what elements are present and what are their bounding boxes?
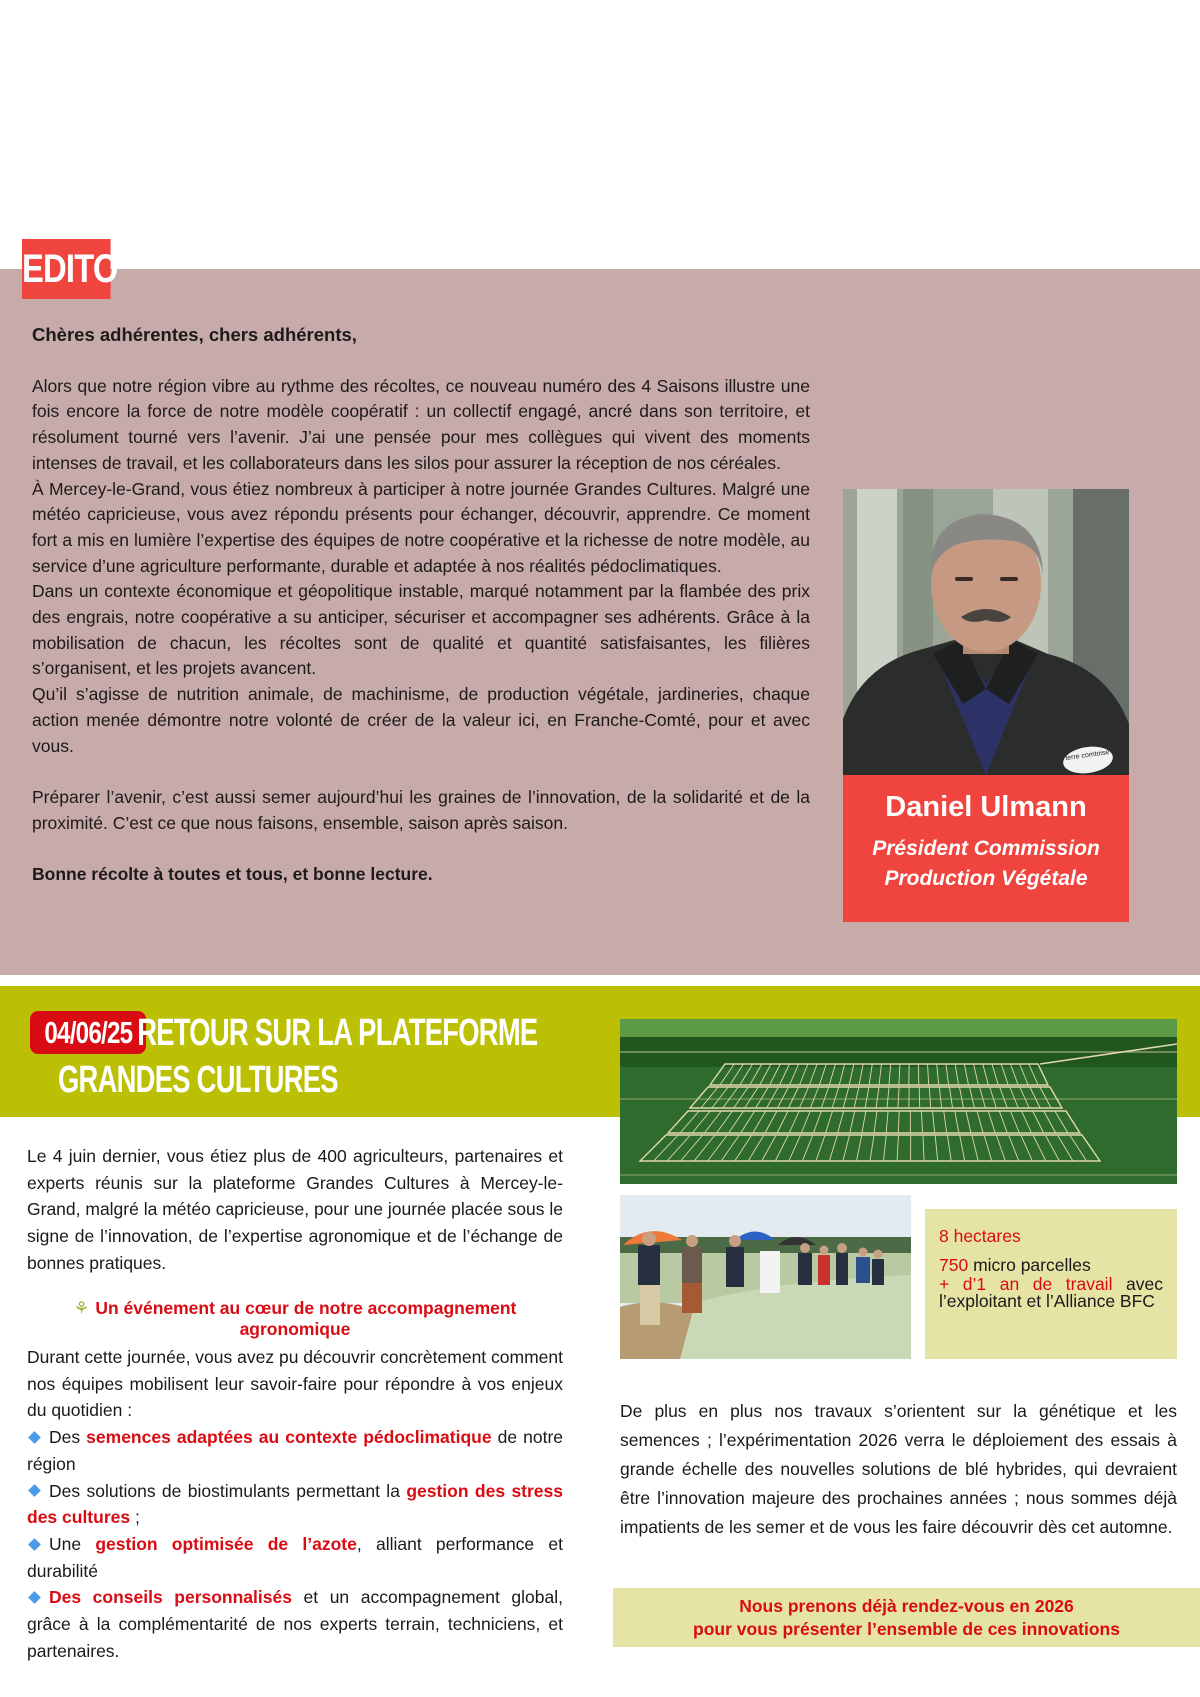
- bullet-highlight: gestion optimisée de l’azote: [95, 1533, 357, 1554]
- bullet-item: [27, 1531, 563, 1584]
- field-trial-photo: [620, 1019, 1177, 1184]
- portrait-role-line: Président Commission: [872, 837, 1100, 860]
- edito-paragraph: Dans un contexte économique et géopolitique instable, marqué notamment par la flambée des prix des engrais, notre coopérative a su anticiper, sécuriser et accompagner ses adhérents. Grâce à la mobilisation de chacun, les récoltes sont de qualité et quantité satisfaisantes, les filières s’organisent, et les projets avancent.: [32, 581, 810, 679]
- bullet-highlight: semences adaptées au contexte pédoclimatique: [86, 1427, 492, 1448]
- date-badge-text: 04/06/25: [44, 1015, 132, 1050]
- bullet-item: [27, 1584, 563, 1664]
- bullet-text: de notre région: [27, 1427, 564, 1474]
- portrait-role: [843, 834, 1129, 894]
- edito-text: [32, 322, 810, 888]
- section-body: [27, 1344, 563, 1664]
- plot-divider: [919, 1087, 920, 1108]
- bullet-highlight: Des conseils personnalisés: [49, 1587, 292, 1608]
- section-title-line: GRANDES CULTURES: [58, 1059, 338, 1101]
- edito-tag: EDITO: [22, 239, 111, 299]
- section-intro: Le 4 juin dernier, vous étiez plus de 400 agriculteurs, partenaires et experts réunis sur la plateforme Grandes Cultures à Mercey-le-Grand, malgré la météo capricieuse, pour une journée placée sous le signe de l’innovation, de l’expertise agronomique et de l’échange de bonnes pratiques.: [27, 1146, 564, 1273]
- portrait-role-line: Production Végétale: [884, 867, 1088, 890]
- diamond-bullet-icon: [28, 1485, 41, 1498]
- genetics-paragraph: De plus en plus nos travaux s’orientent sur la génétique et les semences ; l’expérimentation 2026 verra le déploiement des essais à grande échelle des nouvelles solutions de blé hybrides, qui devraient être l’innovation majeure des prochaines années ; nous sommes déjà impatients de les semer et de vous les faire découvrir dès cet automne.: [620, 1401, 1177, 1537]
- cta-line: Nous prenons déjà rendez-vous en 2026: [739, 1596, 1074, 1616]
- diamond-bullet-icon: [28, 1431, 41, 1444]
- stats-box: [925, 1209, 1177, 1359]
- field-trial-illustration: [620, 1019, 1177, 1184]
- stat-work-highlight: + d’1 an de travail: [939, 1274, 1113, 1294]
- section-title: [58, 1010, 618, 1104]
- diamond-bullet-icon: [28, 1538, 41, 1551]
- stat-parcels-value: 750: [939, 1255, 969, 1275]
- section-title-line: RETOUR SUR LA PLATEFORME: [137, 1012, 538, 1054]
- stat-work-rest: avec l’exploitant et l’Alliance BFC: [939, 1274, 1164, 1311]
- edito-paragraph: Qu’il s’agisse de nutrition animale, de machinisme, de production végétale, jardineries, chaque action menée démontre notre volonté de créer de la valeur ici, en Franche-Comté, pour et avec vous.: [32, 684, 810, 756]
- portrait-illustration: [843, 489, 1129, 775]
- bullet-text: Des solutions de biostimulants permettant la: [49, 1480, 407, 1501]
- bullet-text: Des: [49, 1427, 87, 1448]
- wheat-icon: ⚘: [73, 1298, 90, 1318]
- section-body-intro: Durant cette journée, vous avez pu découvrir concrètement comment nos équipes mobilisent leur savoir-faire pour répondre à vos enjeux du quotidien :: [27, 1347, 563, 1421]
- section-subhead: [27, 1298, 563, 1340]
- bullet-text: Une: [49, 1533, 96, 1554]
- diamond-bullet-icon: [28, 1591, 41, 1604]
- portrait-name: Daniel Ulmann: [885, 791, 1087, 823]
- bullet-text: et un accompagnement global, grâce à la complémentarité de nos experts terrain, techniciens, et partenaires.: [27, 1587, 563, 1661]
- edito-greeting: Chères adhérentes, chers adhérents,: [32, 324, 357, 345]
- bullet-highlight: gestion des stress des cultures: [27, 1480, 564, 1528]
- bullet-text: ;: [130, 1507, 140, 1528]
- bullet-item: [27, 1424, 563, 1477]
- edito-closing-paragraph: Préparer l’avenir, c’est aussi semer aujourd’hui les graines de l’innovation, de la solidarité et de la proximité. C’est ce que nous faisons, ensemble, saison après saison.: [32, 786, 810, 833]
- section-subhead-text: Un événement au cœur de notre accompagnement agronomique: [95, 1298, 517, 1339]
- stat-work: [939, 1276, 1163, 1310]
- portrait-card: [843, 489, 1129, 922]
- bullet-text: , alliant performance et durabilité: [27, 1533, 563, 1581]
- stat-parcels-label: micro parcelles: [968, 1255, 1091, 1275]
- portrait-photo: [843, 489, 1129, 775]
- edito-signoff: Bonne récolte à toutes et tous, et bonne lecture.: [32, 864, 433, 885]
- cta-line: pour vous présenter l’ensemble de ces innovations: [693, 1619, 1120, 1639]
- stat-hectares: 8 hectares: [939, 1226, 1021, 1246]
- cta-box: [613, 1588, 1200, 1647]
- edito-paragraph: Alors que notre région vibre au rythme des récoltes, ce nouveau numéro des 4 Saisons illustre une fois encore la force de notre modèle coopératif : un collectif engagé, ancré dans son territoire, et résolument tourné vers l’avenir. J’ai une pensée pour mes collègues qui vivent des moments intenses de travail, et les collaborateurs dans les silos pour assurer la réception de nos céréales.: [32, 375, 810, 473]
- crowd-photo: [620, 1195, 911, 1359]
- crowd-illustration: [620, 1195, 911, 1359]
- edito-paragraph: À Mercey-le-Grand, vous étiez nombreux à participer à notre journée Grandes Cultures. Malgré une météo capricieuse, vous avez répondu présents pour échanger, découvrir, apprendre. Ce moment fort a mis en lumière l’expertise des équipes de notre coopérative et la richesse de notre modèle, au service d’une agriculture performante, durable et adaptée à nos réalités pédoclimatiques.: [32, 478, 810, 576]
- stat-parcels: [939, 1254, 1163, 1276]
- bullet-item: [27, 1478, 563, 1531]
- jacket-logo-badge: terre comtoise: [1061, 744, 1114, 775]
